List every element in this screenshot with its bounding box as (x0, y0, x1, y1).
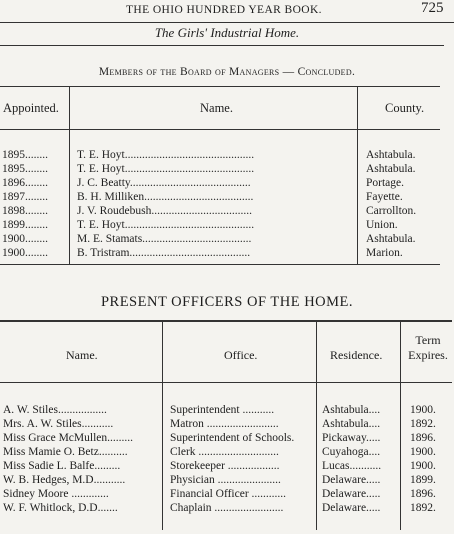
officers-heading: PRESENT OFFICERS OF THE HOME. (100, 294, 354, 310)
running-head: THE OHIO HUNDRED YEAR BOOK. (126, 4, 322, 16)
officers-col-term (402, 333, 454, 363)
officers-col-divider-1 (162, 320, 163, 530)
officer-row-office: Financial Officer ............ (170, 488, 287, 500)
officer-row-residence: Delaware..... (322, 474, 381, 486)
officer-row-term: 1896. (410, 488, 436, 500)
board-row-county: Ashtabula. (366, 233, 416, 245)
board-row-year: 1900........ (2, 247, 48, 259)
board-col-divider-1 (69, 86, 70, 264)
officer-row-office: Clerk ............................ (170, 446, 279, 458)
officers-header-rule (0, 382, 452, 383)
board-row-county: Ashtabula. (366, 149, 416, 161)
officers-col-name: Name. (66, 348, 98, 362)
board-row-name: M. E. Stamats...................................... (77, 233, 252, 245)
officer-row-office: Physician ...................... (170, 474, 281, 486)
officer-row-name: W. B. Hedges, M.D........... (3, 474, 126, 486)
board-col-appointed: Appointed. (3, 101, 59, 115)
board-heading: Members of the Board of Managers — Concluded. (98, 66, 356, 78)
board-row-county: Fayette. (366, 191, 403, 203)
officers-col-residence: Residence. (330, 348, 383, 362)
board-row-name: B. H. Milliken...................................... (77, 191, 254, 203)
officer-row-name: Miss Mamie O. Betz.......... (3, 446, 128, 458)
page-number: 725 (421, 0, 444, 16)
board-row-name: T. E. Hoyt............................................. (77, 149, 255, 161)
section-title: The Girls' Industrial Home. (154, 25, 300, 40)
officer-row-name: Mrs. A. W. Stiles........... (3, 418, 114, 430)
board-row-name: T. E. Hoyt............................................. (77, 219, 255, 231)
officer-row-name: Sidney Moore ............. (3, 488, 109, 500)
officer-row-residence: Lucas........... (322, 460, 382, 472)
officer-row-term: 1900. (410, 404, 436, 416)
board-row-county: Portage. (366, 177, 405, 189)
officer-row-term: 1896. (410, 432, 436, 444)
officer-row-name: Miss Grace McMullen......... (3, 432, 133, 444)
officer-row-office: Matron ......................... (170, 418, 279, 430)
officers-table-top-rule (0, 320, 452, 322)
officer-row-name: Miss Sadie L. Balfe......... (3, 460, 121, 472)
officer-row-residence: Ashtabula.... (322, 418, 381, 430)
officer-row-term: 1900. (410, 446, 436, 458)
board-row-county: Carrollton. (366, 205, 417, 217)
officer-row-office: Chaplain ........................ (170, 502, 284, 514)
board-row-name: T. E. Hoyt............................................. (77, 163, 255, 175)
officer-row-term: 1899. (410, 474, 436, 486)
officer-row-residence: Delaware..... (322, 488, 381, 500)
board-table-bottom-rule (0, 264, 440, 265)
officers-col-office: Office. (224, 348, 258, 362)
board-header-rule (0, 129, 440, 130)
section-rule (0, 45, 444, 46)
board-row-year: 1895........ (2, 149, 48, 161)
board-row-year: 1896........ (2, 177, 48, 189)
officer-row-office: Superintendent of Schools. (170, 432, 295, 444)
board-row-county: Union. (366, 219, 398, 231)
board-col-county: County. (385, 101, 425, 115)
officer-row-term: 1900. (410, 460, 436, 472)
officer-row-office: Storekeeper .................. (170, 460, 280, 472)
board-row-year: 1898........ (2, 205, 48, 217)
officers-col-divider-3 (400, 320, 401, 530)
header-rule (0, 22, 454, 23)
board-row-year: 1895........ (2, 163, 48, 175)
officers-col-divider-2 (316, 320, 317, 530)
board-col-divider-2 (357, 86, 358, 264)
officer-row-term: 1892. (410, 502, 436, 514)
officer-row-residence: Delaware..... (322, 502, 381, 514)
officer-row-residence: Cuyahoga.... (322, 446, 381, 458)
board-row-name: B. Tristram.......................................... (77, 247, 251, 259)
officer-row-residence: Pickaway..... (322, 432, 381, 444)
officers-col-term-line1: Term (415, 333, 441, 347)
board-col-name: Name. (200, 101, 233, 115)
board-row-county: Marion. (366, 247, 403, 259)
officer-row-office: Superintendent ........... (170, 404, 275, 416)
officer-row-name: W. F. Whitlock, D.D....... (3, 502, 118, 514)
officer-row-term: 1892. (410, 418, 436, 430)
officer-row-name: A. W. Stiles................. (3, 404, 107, 416)
board-row-name: J. V. Roudebush................................... (77, 205, 252, 217)
board-row-name: J. C. Beatty.......................................... (77, 177, 251, 189)
board-row-county: Ashtabula. (366, 163, 416, 175)
board-row-year: 1897........ (2, 191, 48, 203)
board-row-year: 1900........ (2, 233, 48, 245)
board-row-year: 1899........ (2, 219, 48, 231)
board-table-top-rule (0, 86, 440, 87)
officer-row-residence: Ashtabula.... (322, 404, 381, 416)
officers-col-term-line2: Expires. (408, 348, 448, 362)
